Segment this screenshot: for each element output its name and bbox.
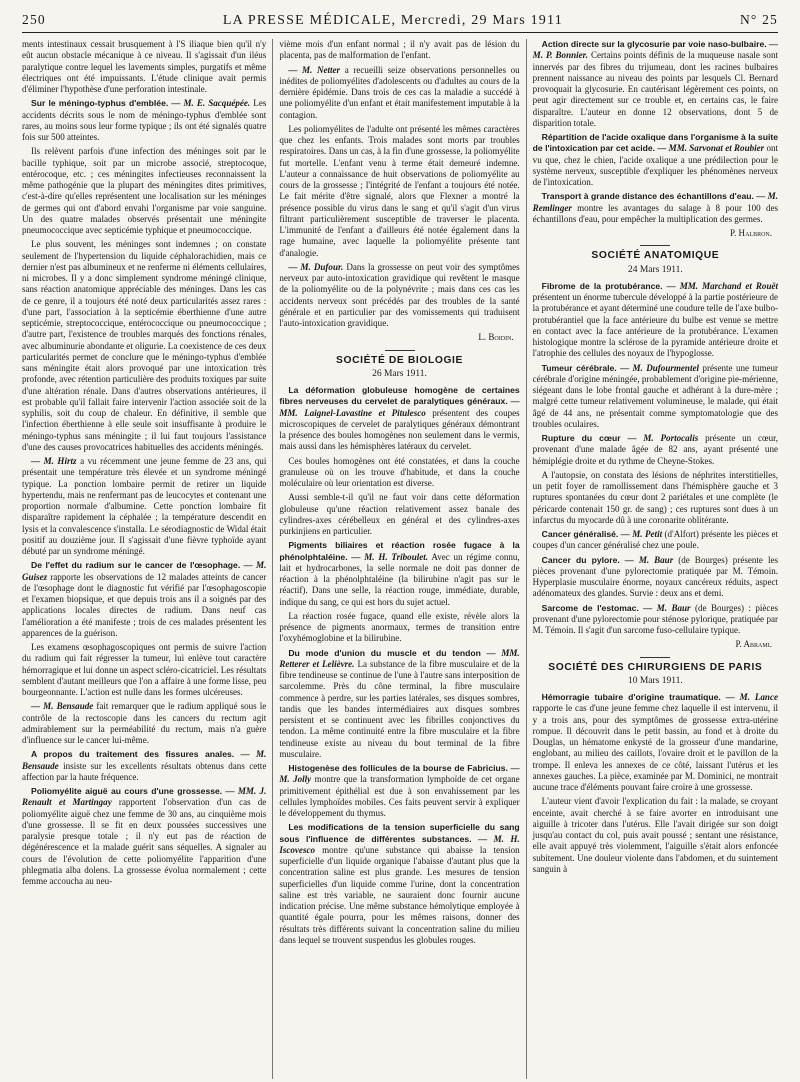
article: [22, 749, 266, 783]
article-title: Action directe sur la glycosurie par voie naso-bulbaire.: [541, 39, 767, 49]
section-date: 24 Mars 1911.: [627, 264, 683, 275]
article-text: Avec un régime connu, lait et hydrocarbones, la selle normale ne doit pas donner de réaction à la phénolphtaléine (la bilirubine n'agit pas sur le réactif). Dans une selle, la réaction rouge, immédiate, durable, indique du sang, ce qui est hors du sujet actuel.: [279, 551, 520, 607]
article: [279, 385, 519, 453]
article: [279, 262, 519, 330]
article-author: — M. Dufourmentel: [620, 362, 700, 373]
article: [22, 98, 266, 143]
article-text: Certains points définis de la muqueuse nasale sont innervés par des fibres du trijumeau, dont les racines bulbaires prennent naissance au niveau des points par lesquels Cl. Bernard provoquait la glycosurie. En cautérisant légèrement ces points, on peut agir directement sur ce trouble et, en certains cas, le faire disparaître. L'auteur en donne 12 observations, dont 5 de disparition totale.: [532, 50, 778, 128]
article: [533, 529, 778, 552]
column-3: [527, 39, 778, 1079]
section-divider: [385, 350, 415, 351]
article-text: présentent un énorme tubercule développé à la partie postérieure de la protubérance et ayant déterminé une coudure telle de l'axe bulbo-protubérantiel que la face antérieure du bulbe est venue se mettre en contact avec la face antérieure de la protubérance. L'examen histologique montre la sclérose de la pyramide antérieure droite et l'atrophie des cellules des noyaux de l'hypoglosse.: [532, 292, 778, 359]
section-date: 10 Mars 1911.: [627, 675, 683, 686]
paragraph: A l'autopsie, on constata des lésions de néphrites interstitielles, un petit foyer de ramollissement dans l'hémisphère gauche et 3 ruptures spontanées du cœur dont 2 pariétales et une complète (le péricarde contenait 150 gr. de sang) ; ces ruptures sont dues à un infarctus du myocarde dû à une coronarite oblitérante.: [532, 469, 778, 525]
article-text: présente un cœur, provenant d'une malade âgée de 82 ans, ayant présenté une hémiplégie droite et du rythme de Cheyne-Stokes.: [532, 433, 778, 466]
article-text: a vu récemment une jeune femme de 23 ans, qui présentait une température très élevée et un syndrome méningé typique. La ponction lombaire permit de retirer un liquide hypertendu, mais ne renfermant pas de leucocytes et contenant une proportion normale d'albumine. Cette ponction lombaire fit disparaître rapidement la céphalée ; la température descendit en lysis et la convalescence s'installa. Le sérodiagnostic de Widal était positif au douzième jour. Il s'agissait d'une fièvre typhoïde ayant débuté par un syndrome méningé.: [22, 456, 267, 556]
paragraph: L'auteur vient d'avoir l'explication du fait : la malade, se croyant enceinte, avait cherché à se faire avorter en introduisant une aiguille à tricoter dans l'utérus. Elle l'avait dirigée sur son doigt jusqu'au contact du col, puis avait poussé ; sentant une résistance, elle avait appuyé très violemment, l'aiguille s'était alors enfoncée subitement. Une douleur violente dans l'abdomen, et du suintement sanguin à: [532, 796, 778, 874]
article-author: — MM. J. Renault et Martingay: [22, 786, 267, 808]
article-title: Cancer généralisé.: [541, 529, 619, 539]
article-text: insiste sur les excellents résultats obtenus dans cette affection par la haute fréquence.: [22, 760, 267, 782]
article-title: Transport à grande distance des échantillons d'eau.: [541, 191, 754, 202]
article-author: — M. E. Sacquépée.: [171, 98, 251, 109]
article-author: — M. Hirtz: [31, 456, 77, 466]
paragraph: La réaction rosée fugace, quand elle existe, révèle alors la présence de pigments anormaux, termes de transition entre l'oxyhémoglobine et la bilirubine.: [279, 610, 520, 644]
paragraph: Les poliomyélites de l'adulte ont présenté les mêmes caractères que chez les enfants. Trois malades sont morts par troubles respiratoires. Dans un cas, à la fin d'une grossesse, la poliomyélite fut mortelle. L'enfant venu à terme était demeuré indemne. L'auteur a connaissance de huit observations de poliomyélite au cours de la grossesse ; l'intégrité de l'enfant a toujours été notée. Le fait mérite d'être signalé, alors que Flexner a montré la présence possible du virus dans le sang et qu'il s'agit d'un virus filtrant particulièrement susceptible de traverser le placenta. L'immunité de l'enfant a d'ailleurs été notée également dans la rage humaine, avec laquelle la poliomyélite présente tant d'analogie.: [279, 123, 520, 258]
columns: [22, 39, 778, 1079]
article-author: — M. Bensaude: [22, 749, 267, 771]
article: [533, 433, 778, 467]
article-title: Rupture du cœur: [541, 433, 621, 443]
page-number: 250: [22, 12, 46, 27]
article-author: — M. P. Bonnier.: [532, 39, 778, 61]
article: [279, 648, 519, 761]
section-title: SOCIÉTÉ ANATOMIQUE: [591, 250, 720, 262]
page-header: [22, 12, 778, 33]
article-title: Répartition de l'acide oxalique dans l'organisme à la suite de l'intoxication par cet acide.: [532, 132, 778, 154]
article-text: montre les avantages du salage à 8 pour 100 des échantillons d'eau, pour empêcher la multiplication des germes.: [532, 202, 778, 224]
article-title: A propos du traitement des fissures anales.: [31, 749, 235, 760]
article-text: (d'Alfort) présente les pièces et coupes d'un cancer généralisé chez une poule.: [532, 529, 778, 551]
journal-title: LA PRESSE MÉDICALE, Mercredi, 29 Mars 1911: [222, 13, 563, 28]
article-title: Hémorragie tubaire d'origine traumatique.: [541, 692, 721, 702]
article-author: — M. Bensaude: [31, 701, 94, 712]
article: [533, 39, 778, 129]
article-title: Poliomyélite aiguë au cours d'une grossesse.: [31, 786, 223, 796]
article-text: présente une tumeur cérébrale d'origine méningée, probablement d'origine pie-mérienne, siégeant dans le lobe frontal gauche et adhérant à la dure-mère ; malgré cette tumeur relativement volumineuse, le malade, qui était âgé de 44 ans, ne présentait comme symptomatologie que des troubles oculaires.: [532, 362, 778, 429]
article-author: — M. Portocalis: [627, 433, 699, 443]
article-text: rapporte les observations de 12 malades atteints de cancer de l'œsophage dont le diagnostic fut vérifié par l'œsophagoscopie et l'examen biopsique, et que depuis trois ans il a soignés par des applications locales directes de radium. Dans neuf cas l'amélioration a été manifeste ; trois de ces malades présentent les apparences de la guérison.: [22, 571, 267, 638]
article-title: Sarcome de l'estomac.: [541, 602, 639, 613]
column-1: [22, 39, 273, 1079]
article-text: (de Bourges) : pièces provenant d'une pylorectomie pour sténose pylorique, pratiquée par M. Témoin. Il s'agit d'un sarcome fuso-cellulaire typique.: [532, 602, 778, 635]
article: [533, 692, 778, 793]
paragraph: vième mois d'un enfant normal ; il n'y avait pas de lésion du placenta, pas de malformation de l'enfant.: [279, 39, 520, 61]
section-title: SOCIÉTÉ DES CHIRURGIENS DE PARIS: [548, 661, 763, 673]
paragraph: Les examens œsophagoscopiques ont permis de suivre l'action du radium qui fait régresser la tumeur, lui enlève tout caractère hémorragique et lui donne un aspect scléro-cicatriciel. Les résultats semblent d'autant meilleurs que l'on a affaire à une forme lisse, peu bourgeonnante. L'action est nulle dans les formes ulcéreuses.: [22, 642, 267, 697]
section-date: 26 Mars 1911.: [372, 368, 427, 379]
article: [22, 456, 266, 557]
article: [533, 555, 778, 600]
article-author: — M. Dufour.: [288, 261, 344, 272]
article-author: — M. Lance: [725, 692, 778, 702]
article-text: Les accidents décrits sous le nom de méningo-typhus d'emblée sont rares, au moins sous leur forme typique ; ils ont été signalés quatre fois sur 500 atteintes.: [22, 98, 267, 142]
article: [533, 603, 778, 637]
column-2: [273, 39, 526, 1079]
article-author: — M. Remlinger: [532, 191, 778, 213]
article: [279, 763, 519, 819]
article-title: Pigments biliaires et réaction rosée fugace à la phénolphtaléine.: [279, 540, 520, 562]
article-title: Tumeur cérébrale.: [541, 362, 617, 373]
article-text: Dans la grossesse on peut voir des symptômes nerveux par auto-intoxication gravidique qui revêtent le masque de la poliomyélite ou de la polynévrite ; mais dans ces cas les accidents nerveux sont précédés par des troubles de la santé générale et en particulier par des vomissements qui traduisent l'auto-intoxication gravidique.: [279, 261, 520, 328]
article-author: — M. Netter: [288, 64, 341, 75]
article: [533, 363, 778, 431]
article-author: — M. H. Iscovesco: [279, 833, 520, 855]
article-author: — M. Guisez: [22, 560, 267, 582]
article: [533, 281, 778, 360]
signature: P. Abrami.: [735, 639, 772, 650]
article-author: — M. Petit: [620, 529, 663, 539]
issue-number: N° 25: [739, 12, 778, 27]
article: [22, 786, 266, 887]
article: [279, 540, 519, 608]
section-divider: [640, 245, 670, 246]
article-text: fait remarquer que le radium appliqué sous le contrôle de la rectoscopie dans les cancers du rectum agit admirablement sur la perméabilité du rectum, mais n'a guère d'influence sur le cancer lui-même.: [22, 701, 267, 745]
article: [279, 822, 519, 946]
article: [533, 191, 778, 225]
paragraph: ments intestinaux cessait brusquement à l'S iliaque bien qu'il n'y eût aucun obstacle mécanique à ce niveau. Il s'agissait d'un iléus paralytique contre lequel les lavements simples, purgatifs et même électriques ont été impuissants. L'étude clinique avait permis d'éliminer l'hypothèse d'une perforation intestinale.: [22, 39, 267, 94]
article: [533, 132, 778, 188]
paragraph: Le plus souvent, les méninges sont indemnes ; on constate seulement de l'hypertension du liquide céphalorachidien, mais ce dernier n'est pas albumineux et ne renferme ni éléments cellulaires, ni microbes. Il y a donc simplement syndrome méningé clinique, sans réaction anatomique appréciable des méninges. Dans les cas de ce genre, il a toujours été noté deux particularités assez rares : d'une part, l'association à la septicémie éberthienne d'une autre septicémie, streptococcique, entérococcique ou pneumococcique ; d'autre part, l'existence de troubles marqués des fonctions rénales, avec albuminurie abondante et oligurie. La coexistence de ces deux particularités permet de conclure que le méningo-typhus d'emblée sans méningite était alors provoqué par une intoxication très profonde, avec rétention particulière des produits toxiques par suite d'une altération rénale. Dans d'autres observations antérieures, il est probable qu'il fallait faire intervenir l'action associée soit de la syphilis, soit du coup de chaleur. En définitive, il semble que l'infection éberthienne à elle seule soit insuffisante à produire le méningo-typhus sans méningite ; il lui faut toujours l'assistance d'une des causes provocatrices habituelles des accidents méningés.: [22, 239, 267, 452]
article-author: — MM. Retterer et Lelièvre.: [279, 647, 520, 669]
article-text: (de Bourges) présente les pièces provenant d'une pylorectomie pratiquée par M. Témoin. Hyperplasie musculaire énorme, noyaux cancéreux réduits, aspect adénomateux des glandes. Survie : deux ans et demi.: [532, 554, 778, 599]
paragraph: Aussi semble-t-il qu'il ne faut voir dans cette déformation globuleuse qu'une réaction relativement assez banale des cylindres-axes cérébelleux en général et des cylindres-axes purkinjiens en particulier.: [279, 492, 520, 536]
article-author: — M. Jolly: [279, 763, 520, 785]
article-author: — MM. Sarvonat et Roubier: [657, 143, 765, 154]
paragraph: Ces boules homogènes ont été constatées, et dans la couche granuleuse où on les trouve d'habitude, et dans la couche moléculaire où leur orientation est diverse.: [279, 455, 520, 488]
article-text: présentent des coupes microscopiques de cervelet de paralytiques généraux démontrant la présence des boules homogènes non seulement dans le vermis, mais aussi dans les hémisphères latéraux du cervelet.: [279, 407, 520, 452]
section-divider: [640, 657, 670, 658]
article-author: — M. H. Triboulet.: [351, 551, 429, 562]
article-title: Fibrome de la protubérance.: [541, 280, 663, 291]
article-author: — M. Baur: [624, 554, 674, 565]
article-title: Cancer du pylore.: [541, 554, 620, 565]
article-title: De l'effet du radium sur le cancer de l'œsophage.: [31, 560, 241, 571]
article-text: rapportent l'observation d'un cas de poliomyélite aiguë chez une femme de 30 ans, au cinquième mois d'une grossesse. Il se fit en deux poussées successives une paralysie presque totale ; il n'y eut pas de réaction de dégénérescence et la malade guérit sans séquelles. A signaler au cours de l'évolution de cette poliomyélite l'apparition d'une phlegmatia alba dolens. La grossesse évolua normalement ; cette femme accoucha au neu-: [22, 797, 267, 886]
article: [22, 560, 266, 639]
article-text: montre que la transformation lymphoïde de cet organe primitivement épithélial est due à son envahissement par les cellules lymphoïdes mobiles. Ces faits peuvent servir à expliquer le développement du thymus.: [279, 774, 520, 818]
article-title: La déformation globuleuse homogène de certaines fibres nerveuses du cervelet de paralytiques généraux.: [279, 385, 520, 407]
article-author: — MM. Laignel-Lavastine et Pitulesco: [279, 396, 520, 418]
article: [279, 65, 519, 121]
article-text: rapporte le cas d'une jeune femme chez laquelle il est intervenu, il y a trois ans, pour des symptômes de grossesse extra-utérine rompue. Il découvrit dans le petit bassin, au fond et à droite du Douglas, un hématome enkysté de la grosseur d'une mandarine, englobant, au milieu des caillots, l'ovaire droit et le pavillon de la trompe. Il enleva les annexes de ce côté, laissant l'utérus et les annexes gauches. La pièce, examinée par M. Dominici, ne montrait aucune trace d'éléments pouvant faire croire à une grossesse.: [532, 703, 778, 792]
signature: L. Boidin.: [478, 332, 514, 343]
article-author: — M. Baur: [643, 602, 691, 613]
article-title: Sur le méningo-typhus d'emblée.: [31, 98, 169, 109]
article-text: a recueilli seize observations personnelles ou inédites de poliomyélites d'adolescents ou d'adultes au cours de la dernière épidémie. Dans trois de ces cas la maladie a succédé à une poliomyélite d'un enfant et était manifestement imputable à la contagion.: [279, 64, 520, 120]
article-title: Les modifications de la tension superficielle du sang sous l'influence de différentes substances.: [279, 822, 520, 844]
paragraph: Ils relèvent parfois d'une infection des méninges soit par le bacille typhique, soit par un microbe associé, streptocoque, entérocoque, etc. ; ces méningites infectieuses reconnaissent la même pathogénie que la plupart des méningites dites primitives, c'est-à-dire qu'elles représentent une localisation sur les méninges de germes qui ont d'abord envahi l'organisme par voie sanguine. Un des quatre malades observés présentait une méningite pneumococcique avec septicémie typhique et pneumococcique.: [22, 146, 267, 235]
article-text: La substance de la fibre musculaire et de la fibre tendineuse se continue de l'une à l'autre sans interposition de sarcolemme. Près du cône terminal, la fibre musculaire commence à perdre, sur les parties latérales, ses disques sombres, tandis que les bandes intermédiaires aux disques sombres persistent et se continuent avec les fibrilles conjonctives du tendon. La même continuité entre la fibre musculaire et la fibre tendineuse existe au niveau du bout terminal de la fibre musculaire.: [279, 658, 520, 759]
article-author: — MM. Marchand et Rouët: [666, 280, 778, 291]
article-title: Du mode d'union du muscle et du tendon: [288, 647, 481, 658]
article: [22, 701, 266, 746]
article-text: montre qu'une substance qui abaisse la tension superficielle d'un liquide organique l'abaisse d'autant plus que la concentration saline est plus grande. Les mesures de tension superficielles d'un liquide comme l'urine, dont la concentration saline est très variable, ne sauraient donc fournir aucune indication précise. Une même substance hémolytique employée à quantité égale pourra, pour les mêmes raisons, donner des résultats très différents suivant la concentration saline du milieu dans lequel se trouvent suspendus les globules rouges.: [279, 844, 520, 945]
section-title: SOCIÉTÉ DE BIOLOGIE: [336, 354, 463, 366]
signature: P. Halbron.: [729, 228, 772, 238]
article-text: ont vu que, chez le chien, l'acide oxalique a une prédilection pour le système nerveux, susceptible d'expliquer les phénomènes nerveux de l'intoxication.: [532, 143, 778, 187]
article-title: Histogenèse des follicules de la bourse de Fabricius.: [288, 763, 508, 773]
